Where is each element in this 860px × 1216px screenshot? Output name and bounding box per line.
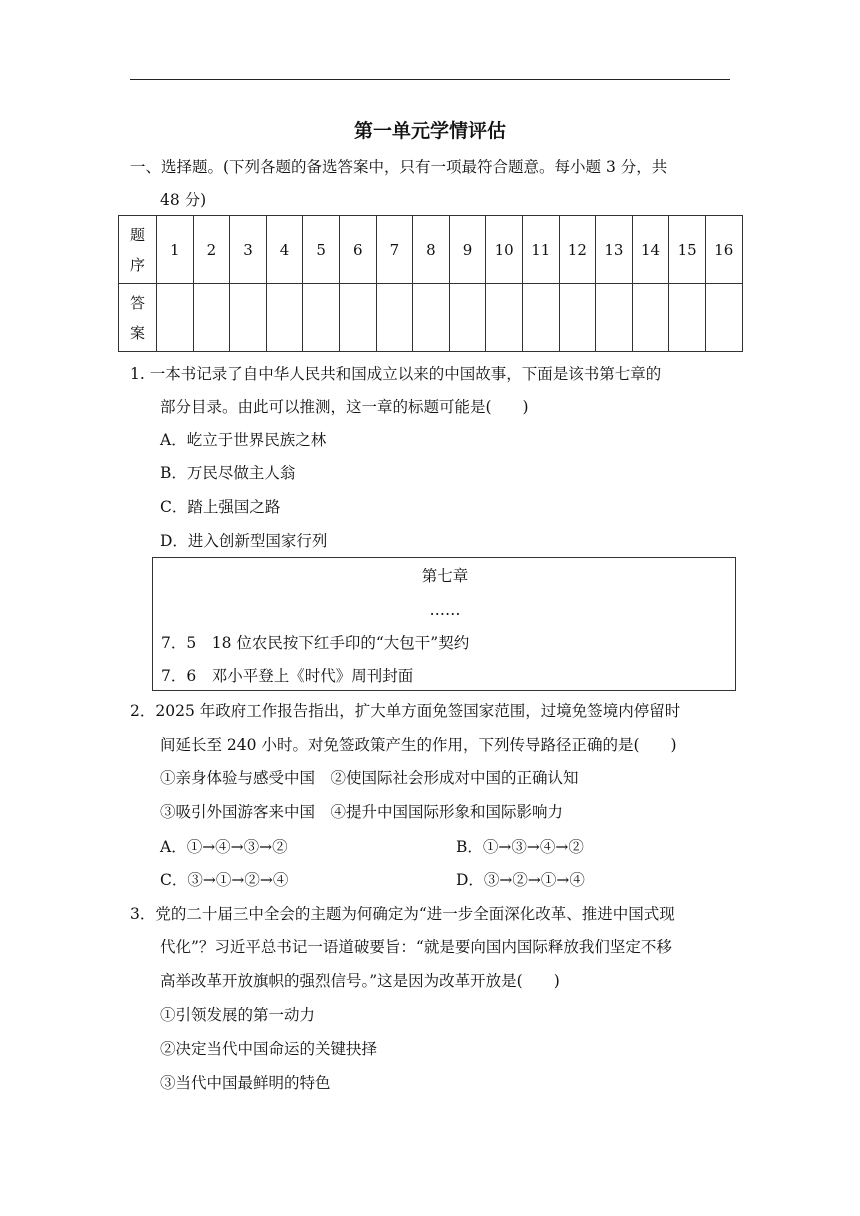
answer-cell[interactable] — [339, 284, 376, 352]
q3-stem-line2: 代化”？习近平总书记一语道破要旨：“就是要向国内国际释放我们坚定不移 — [160, 938, 672, 956]
q3-item-2: ②决定当代中国命运的关键抉择 — [160, 1040, 378, 1058]
q1-stem-line1: 1. 一本书记录了自中华人民共和国成立以来的中国故事，下面是该书第七章的 — [130, 365, 662, 383]
answer-cell[interactable] — [230, 284, 267, 352]
answer-cell[interactable] — [669, 284, 706, 352]
answer-cell[interactable] — [449, 284, 486, 352]
answer-cell[interactable] — [705, 284, 742, 352]
answer-row — [119, 284, 743, 352]
q3-stem-line3: 高举改革开放旗帜的强烈信号。”这是因为改革开放是( ) — [160, 972, 560, 990]
answer-label-top: 答 — [129, 293, 145, 312]
answer-cell[interactable] — [266, 284, 303, 352]
q3-item-1: ①引领发展的第一动力 — [160, 1006, 316, 1024]
q3-item-3: ③当代中国最鲜明的特色 — [160, 1074, 331, 1092]
answer-cell[interactable] — [596, 284, 633, 352]
answer-cell[interactable] — [157, 284, 194, 352]
chapter-ellipsis: …… — [429, 601, 461, 619]
number-cell: 11 — [522, 216, 559, 284]
q3-stem-line1: 3．党的二十届三中全会的主题为何确定为“进一步全面深化改革、推进中国式现 — [130, 905, 675, 923]
q1-option-a[interactable]: A．屹立于世界民族之林 — [160, 431, 327, 449]
number-cell: 13 — [596, 216, 633, 284]
number-cell: 2 — [193, 216, 230, 284]
answer-cell[interactable] — [303, 284, 340, 352]
answer-cell[interactable] — [376, 284, 413, 352]
number-cell: 12 — [559, 216, 596, 284]
q2-option-d[interactable]: D．③→②→①→④ — [456, 871, 585, 889]
row-label-top: 题 — [129, 225, 145, 244]
number-cell: 10 — [486, 216, 523, 284]
number-cell: 9 — [449, 216, 486, 284]
number-cell: 8 — [413, 216, 450, 284]
q1-option-d[interactable]: D．进入创新型国家行列 — [160, 532, 328, 550]
q2-option-c[interactable]: C．③→①→②→④ — [160, 871, 289, 889]
answer-cell[interactable] — [522, 284, 559, 352]
number-cell: 4 — [266, 216, 303, 284]
chapter-item-7-6: 7．6 邓小平登上《时代》周刊封面 — [161, 667, 414, 685]
answer-cell[interactable] — [559, 284, 596, 352]
number-row — [119, 216, 743, 284]
answer-label-cell — [119, 284, 157, 352]
q1-contents-box — [152, 557, 736, 691]
q2-statements-line1: ①亲身体验与感受中国 ②使国际社会形成对中国的正确认知 — [160, 769, 579, 787]
answer-cell[interactable] — [413, 284, 450, 352]
q1-option-b[interactable]: B．万民尽做主人翁 — [160, 464, 296, 482]
number-cell: 16 — [705, 216, 742, 284]
q2-stem-line2: 间延长至 240 小时。对免签政策产生的作用，下列传导路径正确的是( ) — [160, 736, 677, 754]
number-cell: 5 — [303, 216, 340, 284]
q1-option-c[interactable]: C．踏上强国之路 — [160, 498, 281, 516]
answer-cell[interactable] — [193, 284, 230, 352]
row-label-bottom: 序 — [129, 255, 145, 274]
answer-cell[interactable] — [632, 284, 669, 352]
q1-stem-line2: 部分目录。由此可以推测，这一章的标题可能是( ) — [160, 398, 529, 416]
q2-option-a[interactable]: A．①→④→③→② — [160, 838, 288, 856]
q2-stem-line1: 2．2025 年政府工作报告指出，扩大单方面免签国家范围，过境免签境内停留时 — [130, 702, 681, 720]
answer-cell[interactable] — [486, 284, 523, 352]
answer-table — [118, 215, 743, 352]
section-header-line1: 一、选择题。(下列各题的备选答案中，只有一项最符合题意。每小题 3 分，共 — [130, 158, 668, 176]
answer-label-bottom: 案 — [129, 323, 145, 342]
section-header-line2: 48 分) — [160, 191, 207, 209]
number-cell: 3 — [230, 216, 267, 284]
page-title: 第一单元学情评估 — [353, 120, 506, 142]
row-label-cell — [119, 216, 157, 284]
number-cell: 15 — [669, 216, 706, 284]
chapter-title: 第七章 — [421, 567, 469, 585]
number-cell: 7 — [376, 216, 413, 284]
number-cell: 6 — [339, 216, 376, 284]
chapter-item-7-5: 7．5 18 位农民按下红手印的“大包干”契约 — [161, 634, 470, 652]
header-rule — [130, 79, 730, 80]
number-cell: 14 — [632, 216, 669, 284]
q2-option-b[interactable]: B．①→③→④→② — [456, 838, 584, 856]
number-cell: 1 — [157, 216, 194, 284]
q2-statements-line2: ③吸引外国游客来中国 ④提升中国国际形象和国际影响力 — [160, 803, 564, 821]
